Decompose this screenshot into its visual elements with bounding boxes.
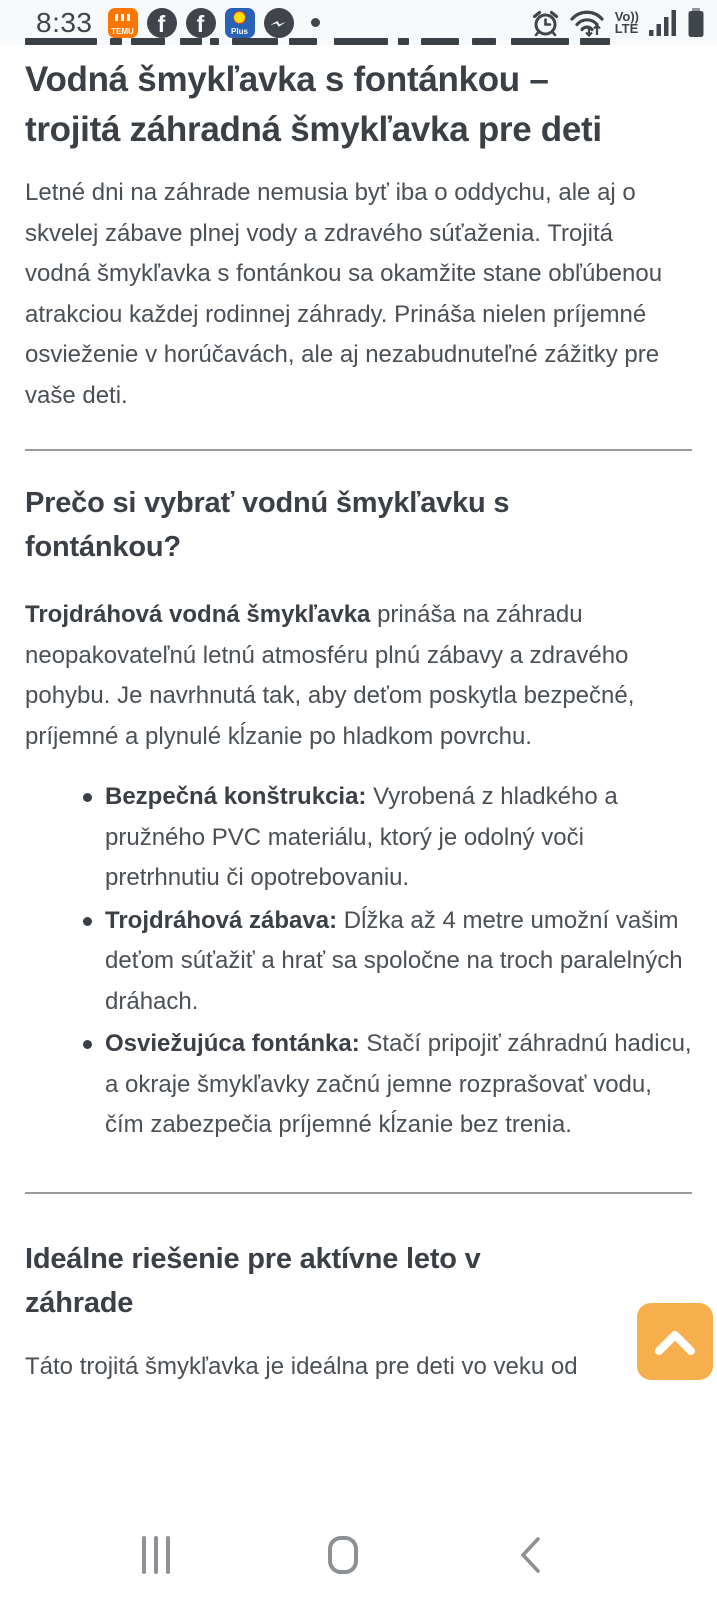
facebook-notification-icon: f [186, 8, 216, 38]
page-title: Vodná šmykľavka s fontánkou – trojitá záhradná šmykľavka pre deti [25, 60, 602, 149]
status-bar-left [36, 7, 320, 39]
wifi-icon [569, 8, 605, 37]
divider [25, 449, 692, 451]
feature-label: Osviežujúca fontánka: [105, 1030, 360, 1057]
feature-list [25, 777, 692, 1146]
volte-icon: Vo)) LTE [614, 8, 639, 36]
section-paragraph: Trojdráhová vodná šmykľavka prináša na záhradu neopakovateľnú letnú atmosféru plnú zábavy a zdravého pohybu. Je navrhnutá tak, aby deťom poskytla bezpečné, príjemné a plynulé kĺzanie po hladkom povrchu. [25, 601, 635, 750]
article-content [0, 45, 717, 1513]
list-item: Osviežujúca fontánka: Stačí pripojiť záhradnú hadicu, a okraje šmykľavky začnú jemne rozprašovať vodu, čím zabezpečia príjemné kĺzanie bez trenia. [85, 1024, 692, 1146]
temu-notification-icon: TEMU [108, 8, 138, 38]
clipped-text-fragment [25, 37, 685, 45]
messenger-notification-icon [264, 8, 294, 38]
section-heading-ideal-solution: Ideálne riešenie pre aktívne leto v záhrade [25, 1242, 481, 1319]
outro-paragraph-clipped: Táto trojitá šmykľavka je ideálna pre deti vo veku od [25, 1352, 578, 1380]
facebook-notification-icon: f [147, 8, 177, 38]
back-chevron-icon [519, 1537, 541, 1573]
signal-strength-icon [649, 9, 677, 37]
divider [25, 1192, 692, 1194]
chevron-up-icon [652, 1328, 698, 1356]
lead-bold-text: Trojdráhová vodná šmykľavka [25, 601, 371, 628]
android-navigation-bar [0, 1512, 717, 1600]
alarm-clock-icon [532, 9, 559, 37]
temu-art [115, 14, 131, 21]
clock-time: 8:33 [36, 6, 93, 38]
lidl-plus-notification-icon: Plus [225, 8, 255, 38]
recents-button[interactable] [142, 1536, 170, 1574]
more-notifications-dot-icon [311, 18, 320, 27]
section-heading-why-choose: Prečo si vybrať vodnú šmykľavku s fontánkou? [25, 487, 510, 563]
recents-icon [142, 1536, 146, 1574]
intro-paragraph: Letné dni na záhrade nemusia byť iba o oddychu, ale aj o skvelej zábave plnej vody a zdravého súťaženia. Trojitá vodná šmykľavka s fontánkou sa okamžite stane obľúbenou atrakciou každej rodinnej záhrady. Prináša nielen príjemné osvieženie v horúčavách, ale aj nezabudnuteľné zážitky pre vaše deti. [25, 179, 663, 409]
back-button[interactable] [519, 1537, 541, 1573]
messenger-bolt-icon [271, 15, 287, 31]
battery-icon [687, 8, 705, 38]
scroll-to-top-button[interactable] [637, 1303, 713, 1380]
home-button[interactable] [328, 1536, 358, 1574]
list-item: Bezpečná konštrukcia: Vyrobená z hladkého a pružného PVC materiálu, ktorý je odolný voči pretrhnutiu či opotrebovaniu. [85, 777, 692, 899]
feature-label: Bezpečná konštrukcia: [105, 783, 367, 810]
list-item: Trojdráhová zábava: Dĺžka až 4 metre umožní vašim deťom súťažiť a hrať sa spoločne na troch paralelných dráhach. [85, 901, 692, 1023]
lidl-logo [233, 11, 246, 24]
feature-label: Trojdráhová zábava: [105, 906, 338, 934]
status-bar-right [532, 8, 705, 38]
